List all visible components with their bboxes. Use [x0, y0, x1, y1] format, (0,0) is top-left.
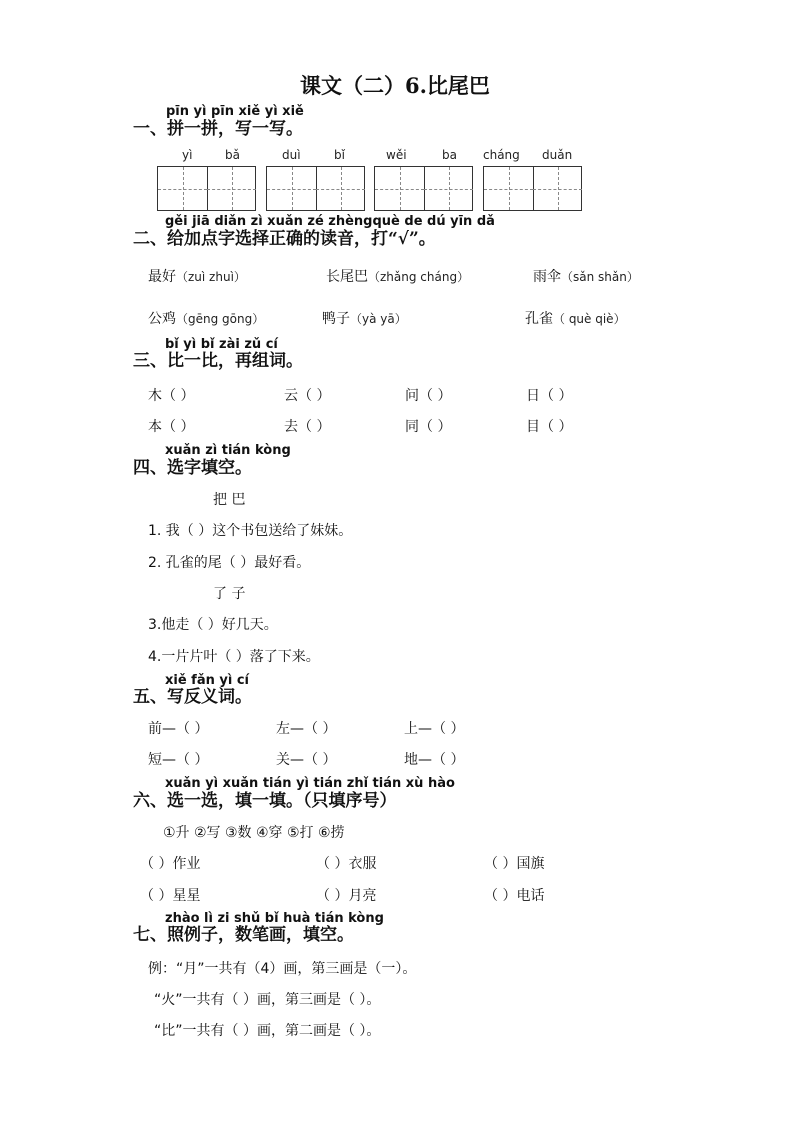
section6-pinyin: xuǎn yì xuǎn tián yì tián zhǐ tián xù hào	[165, 776, 455, 791]
writing-cell[interactable]	[424, 167, 473, 210]
writing-cell[interactable]	[533, 167, 582, 210]
item-options: （gēng gōng）	[176, 312, 265, 326]
writing-cell[interactable]	[375, 167, 425, 210]
item-options: （ què qiè）	[553, 312, 626, 326]
section4-heading: 四、选字填空。	[133, 458, 252, 478]
writing-cell[interactable]	[267, 167, 317, 210]
item-word: 孔雀	[525, 311, 553, 327]
antonym-item[interactable]: 前—（ ）	[148, 721, 209, 737]
antonym-item[interactable]: 上—（ ）	[404, 721, 465, 737]
writing-cell[interactable]	[158, 167, 208, 210]
box3-pinyin-b: ba	[442, 148, 457, 162]
item-options: （sǎn shǎn）	[561, 270, 639, 284]
item-word: 公鸡	[148, 311, 176, 327]
reading-item[interactable]	[148, 308, 264, 328]
stroke-fill-line[interactable]: “火”一共有（ ）画，第三画是（ ）。	[154, 992, 381, 1008]
section2-pinyin: gěi jiā diǎn zì xuǎn zé zhèngquè de dú yīn dǎ	[165, 214, 495, 229]
compare-item[interactable]: 去（ ）	[284, 419, 331, 435]
box3-pinyin-a: wěi	[386, 148, 407, 162]
compare-item[interactable]: 本（ ）	[148, 419, 195, 435]
reading-item[interactable]	[525, 308, 626, 328]
item-options: （yà yā）	[350, 312, 407, 326]
section3-heading: 三、比一比，再组词。	[133, 351, 303, 371]
fill-sentence[interactable]: 1. 我（ ）这个书包送给了妹妹。	[148, 523, 353, 539]
antonym-item[interactable]: 短—（ ）	[148, 752, 209, 768]
writing-box-3[interactable]	[374, 166, 473, 211]
compare-item[interactable]: 同（ ）	[405, 419, 452, 435]
writing-box-2[interactable]	[266, 166, 365, 211]
section5-heading: 五、写反义词。	[133, 687, 252, 707]
select-item[interactable]: （ ）星星	[140, 888, 201, 904]
antonym-item[interactable]: 关—（ ）	[276, 752, 337, 768]
writing-box-4[interactable]	[483, 166, 582, 211]
section2-heading: 二、给加点字选择正确的读音，打“√”。	[133, 229, 436, 249]
reading-item[interactable]	[326, 266, 469, 286]
section3-pinyin: bǐ yì bǐ zài zǔ cí	[165, 337, 278, 352]
writing-cell[interactable]	[484, 167, 534, 210]
compare-item[interactable]: 云（ ）	[284, 388, 331, 404]
select-item[interactable]: （ ）国旗	[484, 856, 545, 872]
page-title: 课文（二）6.比尾巴	[300, 73, 490, 98]
stroke-fill-line[interactable]: “比”一共有（ ）画，第二画是（ ）。	[154, 1023, 381, 1039]
example-line: 例：“月”一共有（4）画，第三画是（一）。	[148, 961, 417, 977]
box1-pinyin-b: bǎ	[225, 148, 240, 162]
compare-item[interactable]: 日（ ）	[526, 388, 573, 404]
item-options: （zhǎng cháng）	[368, 270, 470, 284]
compare-item[interactable]: 问（ ）	[405, 388, 452, 404]
item-options: （zuì zhuì）	[176, 270, 246, 284]
reading-item[interactable]	[148, 266, 246, 286]
compare-item[interactable]: 木（ ）	[148, 388, 195, 404]
reading-item[interactable]	[322, 308, 407, 328]
box2-pinyin-b: bǐ	[334, 148, 345, 162]
section7-pinyin: zhào lì zi shǔ bǐ huà tián kòng	[165, 911, 384, 926]
section6-heading: 六、选一选，填一填。（只填序号）	[133, 791, 397, 811]
box1-pinyin-a: yì	[182, 148, 193, 162]
box4-pinyin-b: duǎn	[542, 148, 573, 162]
writing-cell[interactable]	[207, 167, 256, 210]
select-item[interactable]: （ ）作业	[140, 856, 201, 872]
section5-pinyin: xiě fǎn yì cí	[165, 673, 250, 688]
select-item[interactable]: （ ）月亮	[316, 888, 377, 904]
reading-item[interactable]	[533, 266, 639, 286]
fill-sentence[interactable]: 3.他走（ ）好几天。	[148, 617, 278, 633]
option-list: ①升 ②写 ③数 ④穿 ⑤打 ⑥捞	[163, 825, 345, 841]
item-word: 长尾巴	[326, 269, 368, 285]
section1-heading: 一、拼一拼，写一写。	[133, 119, 303, 139]
box2-pinyin-a: duì	[282, 148, 301, 162]
writing-box-1[interactable]	[157, 166, 256, 211]
antonym-item[interactable]: 地—（ ）	[404, 752, 465, 768]
word-choice-pair: 把 巴	[213, 492, 246, 508]
box4-pinyin-a: cháng	[483, 148, 520, 162]
section1-pinyin: pīn yì pīn xiě yì xiě	[166, 104, 304, 119]
select-item[interactable]: （ ）电话	[484, 888, 545, 904]
writing-cell[interactable]	[316, 167, 365, 210]
compare-item[interactable]: 目（ ）	[526, 419, 573, 435]
section4-pinyin: xuǎn zì tián kòng	[165, 443, 291, 458]
item-word: 鸭子	[322, 311, 350, 327]
select-item[interactable]: （ ）衣服	[316, 856, 377, 872]
word-choice-pair: 了 子	[213, 586, 246, 602]
section7-heading: 七、照例子，数笔画，填空。	[133, 925, 354, 945]
fill-sentence[interactable]: 2. 孔雀的尾（ ）最好看。	[148, 555, 311, 571]
item-word: 最好	[148, 269, 176, 285]
fill-sentence[interactable]: 4.一片片叶（ ）落了下来。	[148, 649, 320, 665]
item-word: 雨伞	[533, 269, 561, 285]
antonym-item[interactable]: 左—（ ）	[276, 721, 337, 737]
